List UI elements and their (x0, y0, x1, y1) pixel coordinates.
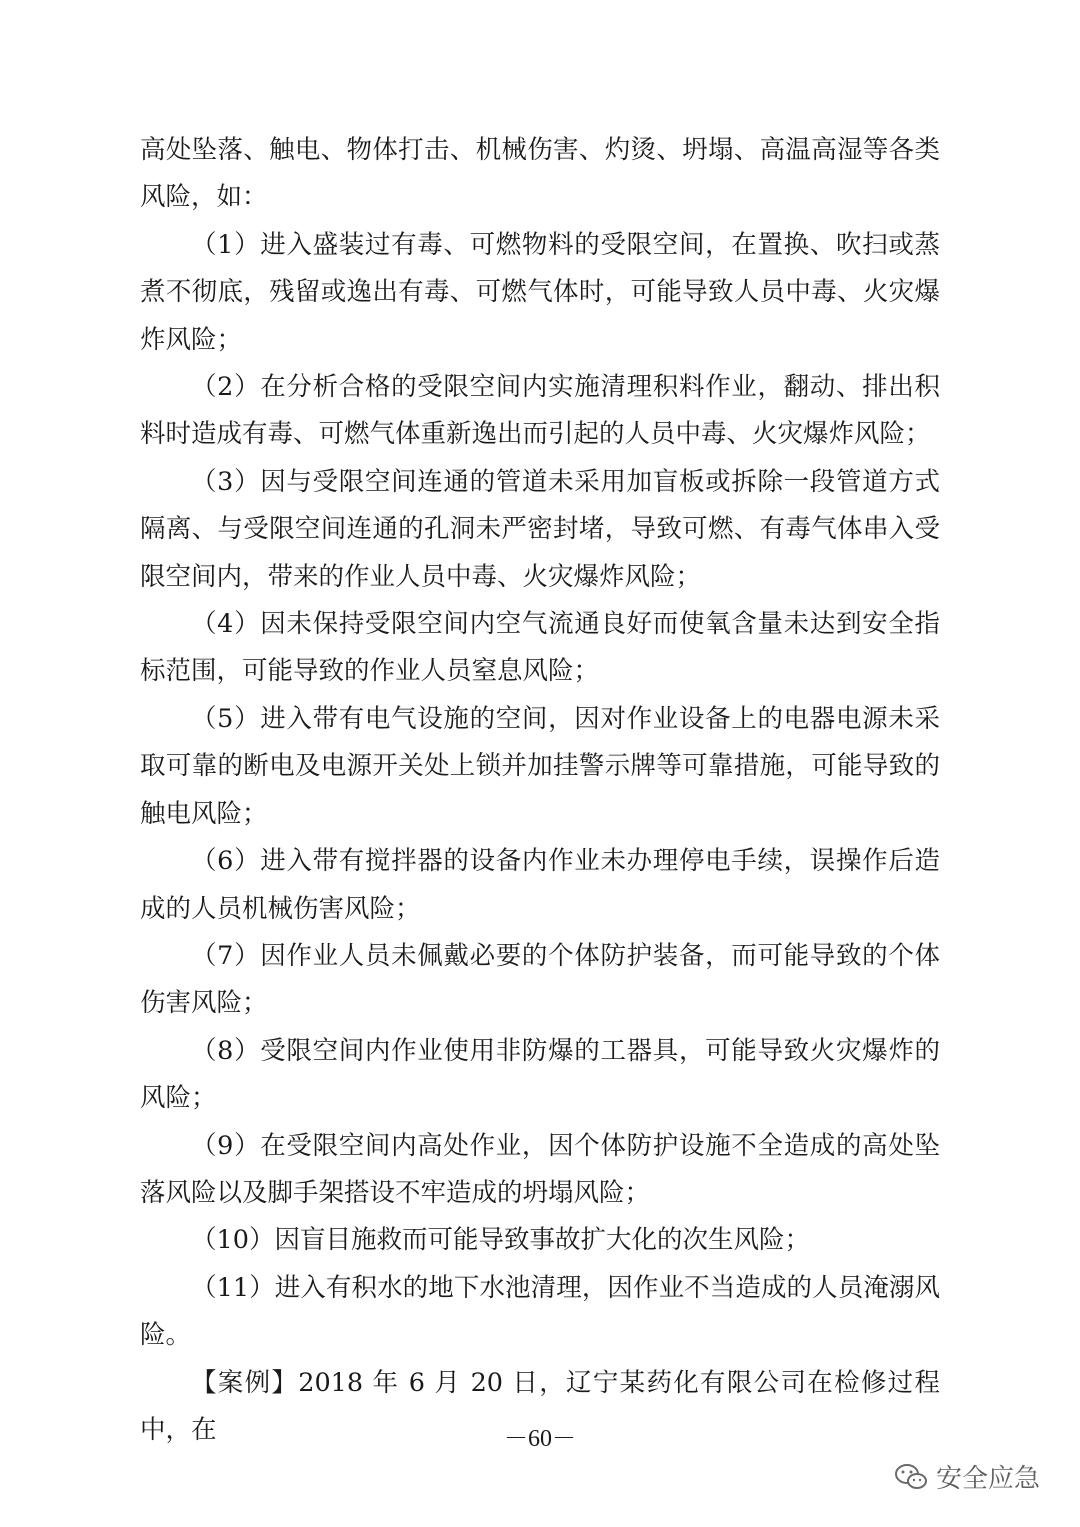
risk-item-7: （7）因作业人员未佩戴必要的个体防护装备，而可能导致的个体伤害风险； (140, 940, 940, 1019)
risk-item-3: （3）因与受限空间连通的管道未采用加盲板或拆除一段管道方式隔离、与受限空间连通的孔洞未严密封堵，导致可燃、有毒气体串入受限空间内，带来的作业人员中毒、火灾爆炸风险； (140, 466, 940, 592)
risk-item-2: （2）在分析合格的受限空间内实施清理积料作业，翻动、排出积料时造成有毒、可燃气体重新逸出而引起的人员中毒、火灾爆炸风险； (140, 372, 940, 450)
case-label: 【案例】 (191, 1367, 299, 1398)
risk-item-1: （1）进入盛装过有毒、可燃物料的受限空间，在置换、吹扫或蒸煮不彻底，残留或逸出有毒、可燃气体时，可能导致人员中毒、火灾爆炸风险； (140, 229, 940, 355)
body-text (140, 127, 940, 1454)
risk-item-6: （6）进入带有搅拌器的设备内作业未办理停电手续，误操作后造成的人员机械伤害风险； (140, 846, 940, 924)
risk-item-8: （8）受限空间内作业使用非防爆的工器具，可能导致火灾爆炸的风险； (140, 1035, 940, 1114)
risk-item-10: （10）因盲目施救而可能导致事故扩大化的次生风险； (191, 1225, 810, 1256)
risk-item-4: （4）因未保持受限空间内空气流通良好而使氧含量未达到安全指标范围，可能导致的作业人员窒息风险； (140, 609, 940, 687)
case-text: 2018 年 6 月 20 日，辽宁某药化有限公司在检修过程中，在 (140, 1367, 940, 1445)
risk-item-11: （11）进入有积水的地下水池清理，因作业不当造成的人员淹溺风险。 (140, 1272, 940, 1351)
page-number: －60－ (504, 1426, 576, 1452)
intro-paragraph: 高处坠落、触电、物体打击、机械伤害、灼烫、坍塌、高温高湿等各类风险，如： (140, 135, 940, 213)
risk-item-9: （9）在受限空间内高处作业，因个体防护设施不全造成的高处坠落风险以及脚手架搭设不牢造成的坍塌风险； (140, 1130, 940, 1208)
watermark-text: 安全应急 (936, 1464, 1041, 1494)
watermark (894, 1458, 1040, 1495)
risk-item-5: （5）进入带有电气设施的空间，因对作业设备上的电器电源未采取可靠的断电及电源开关处上锁并加挂警示牌等可靠措施，可能导致的触电风险； (140, 703, 940, 829)
wechat-icon (894, 1462, 928, 1492)
